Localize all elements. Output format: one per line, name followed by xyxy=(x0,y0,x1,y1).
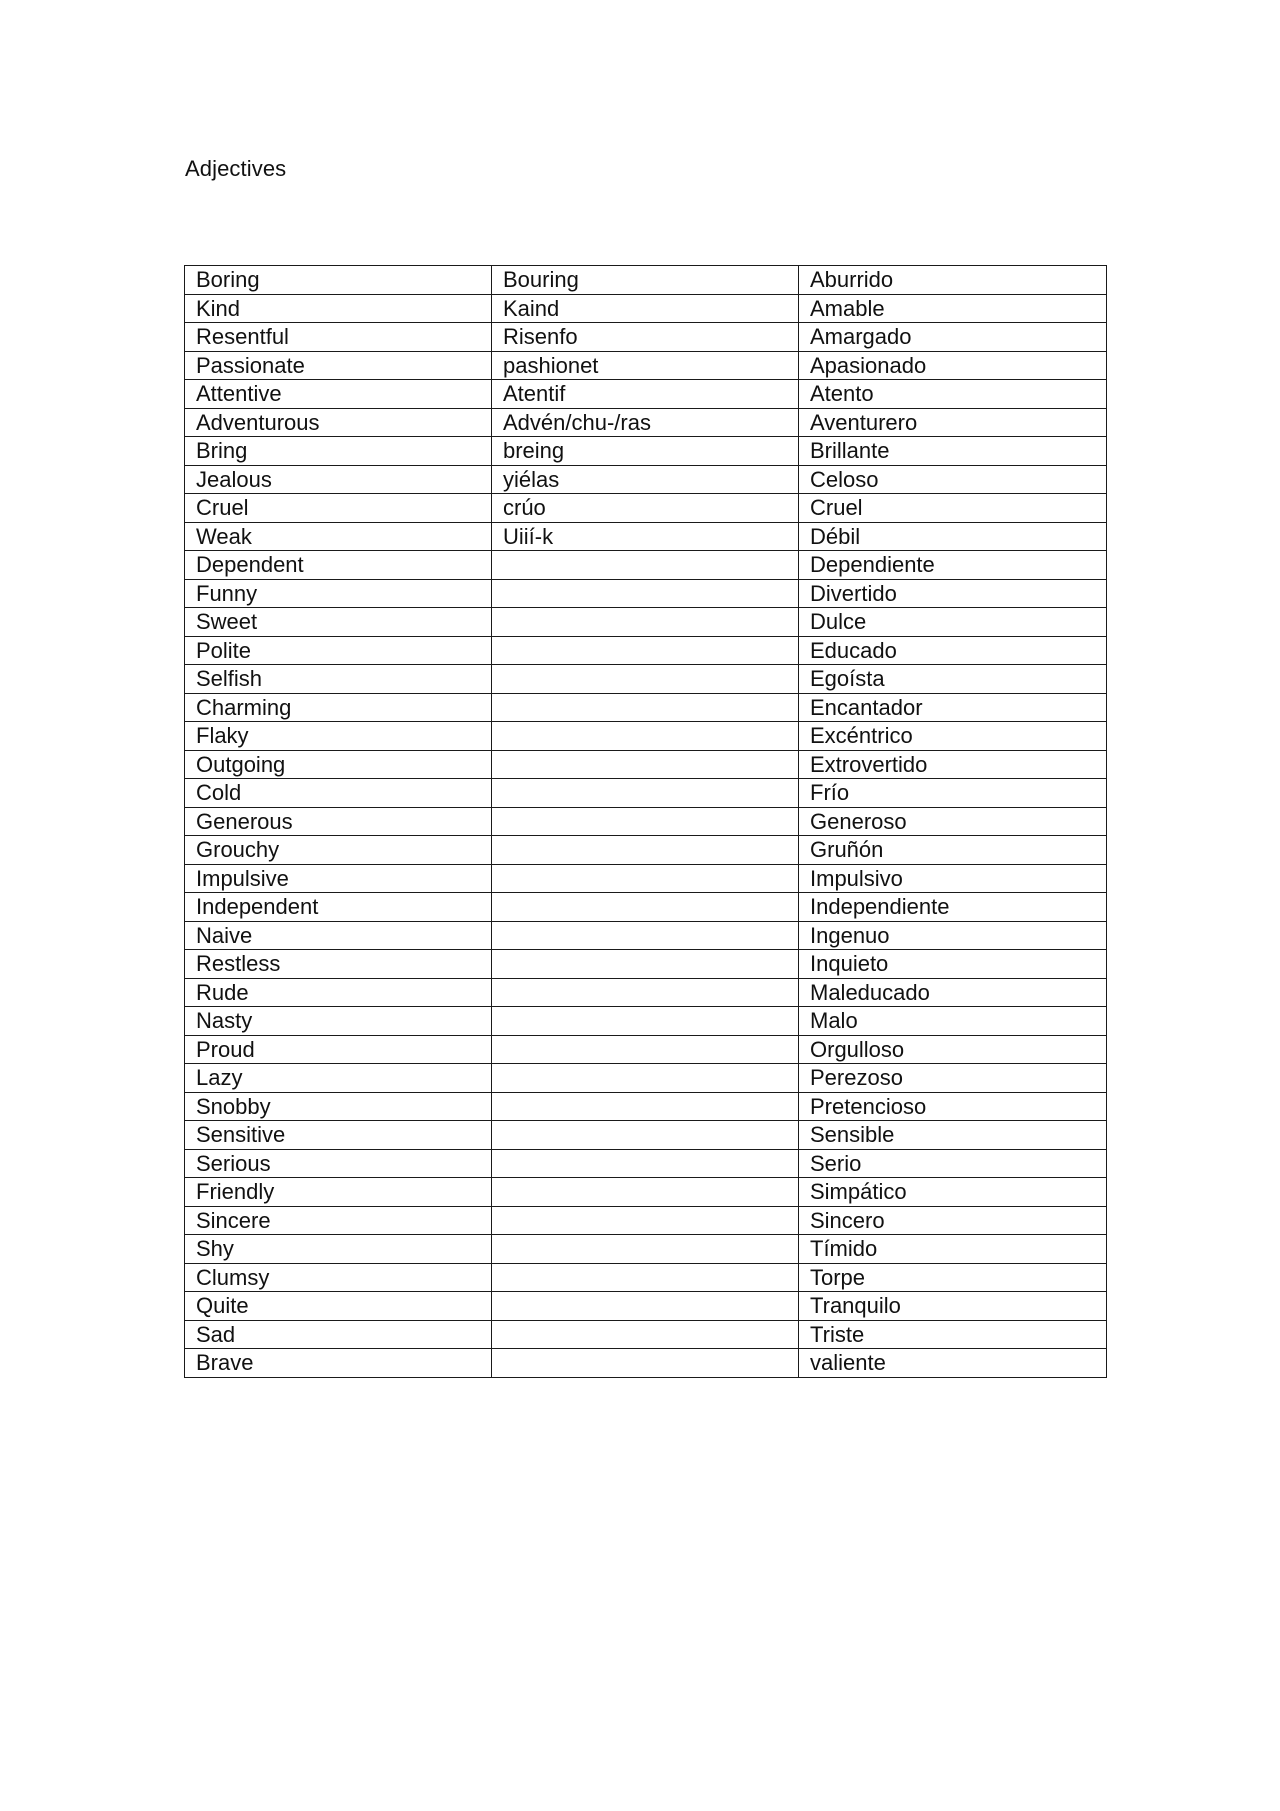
english-word-cell: Proud xyxy=(185,1035,492,1064)
pronunciation-cell xyxy=(492,893,799,922)
pronunciation-cell xyxy=(492,950,799,979)
spanish-word-cell: Celoso xyxy=(799,465,1107,494)
pronunciation-cell: yiélas xyxy=(492,465,799,494)
english-word-cell: Resentful xyxy=(185,323,492,352)
spanish-word-cell: Educado xyxy=(799,636,1107,665)
spanish-word-cell: Aventurero xyxy=(799,408,1107,437)
spanish-word-cell: Frío xyxy=(799,779,1107,808)
pronunciation-cell xyxy=(492,693,799,722)
table-row xyxy=(185,579,1107,608)
table-row xyxy=(185,1007,1107,1036)
english-word-cell: Generous xyxy=(185,807,492,836)
english-word-cell: Weak xyxy=(185,522,492,551)
pronunciation-cell xyxy=(492,779,799,808)
pronunciation-cell xyxy=(492,1035,799,1064)
spanish-word-cell: Gruñón xyxy=(799,836,1107,865)
english-word-cell: Grouchy xyxy=(185,836,492,865)
spanish-word-cell: Encantador xyxy=(799,693,1107,722)
table-row xyxy=(185,351,1107,380)
english-word-cell: Restless xyxy=(185,950,492,979)
spanish-word-cell: Inquieto xyxy=(799,950,1107,979)
page-title: Adjectives xyxy=(185,156,287,181)
vocabulary-table xyxy=(184,265,1107,1378)
table-row xyxy=(185,522,1107,551)
table-row xyxy=(185,665,1107,694)
spanish-word-cell: Excéntrico xyxy=(799,722,1107,751)
english-word-cell: Cold xyxy=(185,779,492,808)
spanish-word-cell: Sincero xyxy=(799,1206,1107,1235)
english-word-cell: Passionate xyxy=(185,351,492,380)
table-row xyxy=(185,779,1107,808)
english-word-cell: Selfish xyxy=(185,665,492,694)
spanish-word-cell: Perezoso xyxy=(799,1064,1107,1093)
table-row xyxy=(185,266,1107,295)
english-word-cell: Quite xyxy=(185,1292,492,1321)
pronunciation-cell xyxy=(492,1178,799,1207)
spanish-word-cell: Impulsivo xyxy=(799,864,1107,893)
english-word-cell: Dependent xyxy=(185,551,492,580)
pronunciation-cell xyxy=(492,722,799,751)
pronunciation-cell xyxy=(492,665,799,694)
spanish-word-cell: Aburrido xyxy=(799,266,1107,295)
english-word-cell: Bring xyxy=(185,437,492,466)
english-word-cell: Sad xyxy=(185,1320,492,1349)
spanish-word-cell: Torpe xyxy=(799,1263,1107,1292)
table-row xyxy=(185,494,1107,523)
spanish-word-cell: Atento xyxy=(799,380,1107,409)
spanish-word-cell: Débil xyxy=(799,522,1107,551)
table-row xyxy=(185,693,1107,722)
english-word-cell: Charming xyxy=(185,693,492,722)
english-word-cell: Serious xyxy=(185,1149,492,1178)
table-row xyxy=(185,1092,1107,1121)
table-row xyxy=(185,978,1107,1007)
pronunciation-cell: crúo xyxy=(492,494,799,523)
table-row xyxy=(185,921,1107,950)
english-word-cell: Sweet xyxy=(185,608,492,637)
table-row xyxy=(185,1320,1107,1349)
english-word-cell: Lazy xyxy=(185,1064,492,1093)
pronunciation-cell xyxy=(492,579,799,608)
english-word-cell: Brave xyxy=(185,1349,492,1378)
spanish-word-cell: Sensible xyxy=(799,1121,1107,1150)
spanish-word-cell: Orgulloso xyxy=(799,1035,1107,1064)
english-word-cell: Cruel xyxy=(185,494,492,523)
pronunciation-cell xyxy=(492,836,799,865)
english-word-cell: Snobby xyxy=(185,1092,492,1121)
pronunciation-cell xyxy=(492,1235,799,1264)
table-row xyxy=(185,1206,1107,1235)
english-word-cell: Polite xyxy=(185,636,492,665)
spanish-word-cell: Serio xyxy=(799,1149,1107,1178)
english-word-cell: Kind xyxy=(185,294,492,323)
spanish-word-cell: Generoso xyxy=(799,807,1107,836)
table-row xyxy=(185,1349,1107,1378)
pronunciation-cell xyxy=(492,1064,799,1093)
table-row xyxy=(185,1121,1107,1150)
table-row xyxy=(185,836,1107,865)
english-word-cell: Adventurous xyxy=(185,408,492,437)
table-row xyxy=(185,437,1107,466)
english-word-cell: Clumsy xyxy=(185,1263,492,1292)
spanish-word-cell: Malo xyxy=(799,1007,1107,1036)
table-row xyxy=(185,807,1107,836)
english-word-cell: Funny xyxy=(185,579,492,608)
spanish-word-cell: Pretencioso xyxy=(799,1092,1107,1121)
pronunciation-cell xyxy=(492,1263,799,1292)
english-word-cell: Boring xyxy=(185,266,492,295)
table-row xyxy=(185,1064,1107,1093)
table-row xyxy=(185,380,1107,409)
table-row xyxy=(185,636,1107,665)
english-word-cell: Attentive xyxy=(185,380,492,409)
pronunciation-cell: Advén/chu-/ras xyxy=(492,408,799,437)
spanish-word-cell: Triste xyxy=(799,1320,1107,1349)
english-word-cell: Outgoing xyxy=(185,750,492,779)
pronunciation-cell xyxy=(492,636,799,665)
spanish-word-cell: Egoísta xyxy=(799,665,1107,694)
table-row xyxy=(185,864,1107,893)
table-row xyxy=(185,1035,1107,1064)
pronunciation-cell xyxy=(492,1320,799,1349)
spanish-word-cell: Independiente xyxy=(799,893,1107,922)
english-word-cell: Jealous xyxy=(185,465,492,494)
spanish-word-cell: Ingenuo xyxy=(799,921,1107,950)
english-word-cell: Flaky xyxy=(185,722,492,751)
table-row xyxy=(185,950,1107,979)
pronunciation-cell xyxy=(492,1292,799,1321)
pronunciation-cell xyxy=(492,1121,799,1150)
spanish-word-cell: Dependiente xyxy=(799,551,1107,580)
spanish-word-cell: Maleducado xyxy=(799,978,1107,1007)
table-row xyxy=(185,465,1107,494)
spanish-word-cell: Simpático xyxy=(799,1178,1107,1207)
pronunciation-cell: Risenfo xyxy=(492,323,799,352)
pronunciation-cell xyxy=(492,1092,799,1121)
table-row xyxy=(185,1149,1107,1178)
spanish-word-cell: Brillante xyxy=(799,437,1107,466)
table-row xyxy=(185,893,1107,922)
pronunciation-cell: Atentif xyxy=(492,380,799,409)
english-word-cell: Sincere xyxy=(185,1206,492,1235)
pronunciation-cell xyxy=(492,1149,799,1178)
pronunciation-cell xyxy=(492,807,799,836)
english-word-cell: Nasty xyxy=(185,1007,492,1036)
spanish-word-cell: Divertido xyxy=(799,579,1107,608)
pronunciation-cell: breing xyxy=(492,437,799,466)
english-word-cell: Sensitive xyxy=(185,1121,492,1150)
pronunciation-cell: Bouring xyxy=(492,266,799,295)
spanish-word-cell: Cruel xyxy=(799,494,1107,523)
table-row xyxy=(185,722,1107,751)
english-word-cell: Impulsive xyxy=(185,864,492,893)
pronunciation-cell xyxy=(492,978,799,1007)
table-row xyxy=(185,551,1107,580)
spanish-word-cell: Extrovertido xyxy=(799,750,1107,779)
table-row xyxy=(185,608,1107,637)
spanish-word-cell: valiente xyxy=(799,1349,1107,1378)
table-row xyxy=(185,1263,1107,1292)
pronunciation-cell xyxy=(492,551,799,580)
vocabulary-table-body xyxy=(185,266,1107,1378)
english-word-cell: Naive xyxy=(185,921,492,950)
table-row xyxy=(185,1292,1107,1321)
english-word-cell: Shy xyxy=(185,1235,492,1264)
pronunciation-cell: Uiií-k xyxy=(492,522,799,551)
pronunciation-cell xyxy=(492,921,799,950)
spanish-word-cell: Apasionado xyxy=(799,351,1107,380)
pronunciation-cell xyxy=(492,864,799,893)
pronunciation-cell: Kaind xyxy=(492,294,799,323)
english-word-cell: Friendly xyxy=(185,1178,492,1207)
pronunciation-cell: pashionet xyxy=(492,351,799,380)
pronunciation-cell xyxy=(492,1007,799,1036)
english-word-cell: Rude xyxy=(185,978,492,1007)
table-row xyxy=(185,294,1107,323)
pronunciation-cell xyxy=(492,1349,799,1378)
table-row xyxy=(185,1235,1107,1264)
pronunciation-cell xyxy=(492,750,799,779)
table-row xyxy=(185,408,1107,437)
pronunciation-cell xyxy=(492,1206,799,1235)
spanish-word-cell: Tranquilo xyxy=(799,1292,1107,1321)
spanish-word-cell: Tímido xyxy=(799,1235,1107,1264)
spanish-word-cell: Amable xyxy=(799,294,1107,323)
pronunciation-cell xyxy=(492,608,799,637)
spanish-word-cell: Amargado xyxy=(799,323,1107,352)
table-row xyxy=(185,1178,1107,1207)
english-word-cell: Independent xyxy=(185,893,492,922)
table-row xyxy=(185,750,1107,779)
table-row xyxy=(185,323,1107,352)
spanish-word-cell: Dulce xyxy=(799,608,1107,637)
